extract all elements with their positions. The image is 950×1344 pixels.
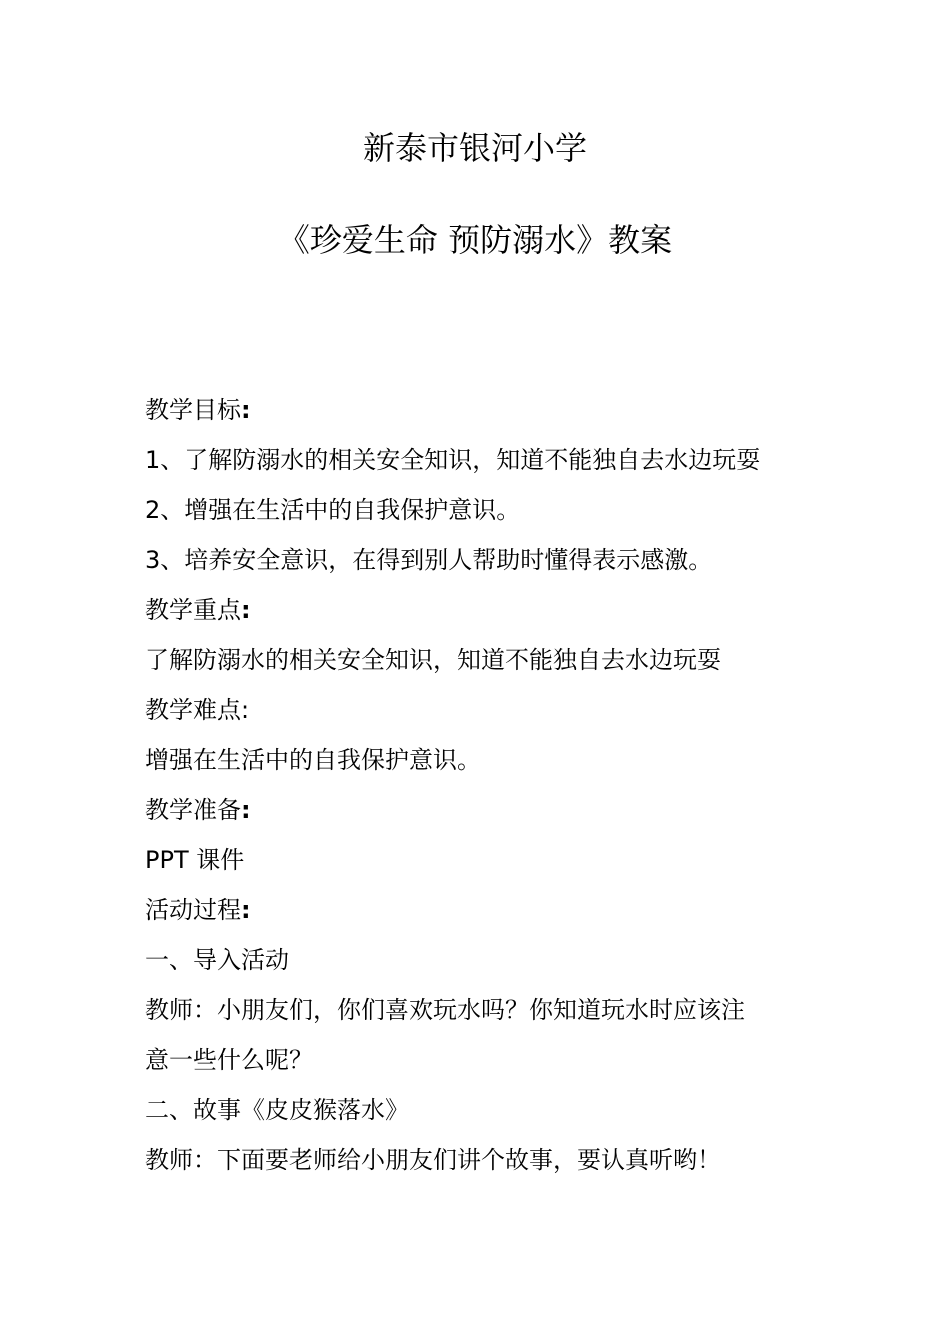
school-name: 新泰市银河小学 — [362, 129, 587, 167]
preparation-heading — [145, 794, 251, 826]
goals-heading-colon: : — [241, 396, 251, 424]
preparation-heading-colon: : — [241, 796, 251, 824]
step1-heading: 一、导入活动 — [145, 946, 289, 974]
step2-heading: 二、故事《皮皮猴落水》 — [145, 1096, 409, 1124]
key-points-heading — [145, 594, 251, 626]
step2-text: 教师：下面要老师给小朋友们讲个故事，要认真听哟！ — [145, 1146, 721, 1174]
step1-text-line2: 意一些什么呢？ — [145, 1046, 313, 1074]
key-points-text: 了解防溺水的相关安全知识，知道不能独自去水边玩耍 — [145, 646, 721, 674]
preparation-heading-text: 教学准备 — [145, 796, 241, 824]
goals-heading — [145, 394, 251, 426]
goal-item-3: 3、培养安全意识，在得到别人帮助时懂得表示感激。 — [145, 546, 713, 574]
goals-heading-text: 教学目标 — [145, 396, 241, 424]
goal-item-1: 1、了解防溺水的相关安全知识，知道不能独自去水边玩耍 — [145, 446, 761, 474]
preparation-text: PPT 课件 — [145, 846, 245, 874]
difficulties-heading: 教学难点: — [145, 696, 250, 724]
key-points-heading-colon: : — [241, 596, 251, 624]
process-heading-colon: : — [241, 896, 251, 924]
process-heading — [145, 894, 251, 926]
key-points-heading-text: 教学重点 — [145, 596, 241, 624]
difficulties-text: 增强在生活中的自我保护意识。 — [145, 746, 481, 774]
lesson-title: 《珍爱生命 预防溺水》教案 — [277, 221, 673, 259]
step1-text-line1: 教师：小朋友们，你们喜欢玩水吗？你知道玩水时应该注 — [145, 996, 745, 1024]
process-heading-text: 活动过程 — [145, 896, 241, 924]
goal-item-2: 2、增强在生活中的自我保护意识。 — [145, 496, 521, 524]
